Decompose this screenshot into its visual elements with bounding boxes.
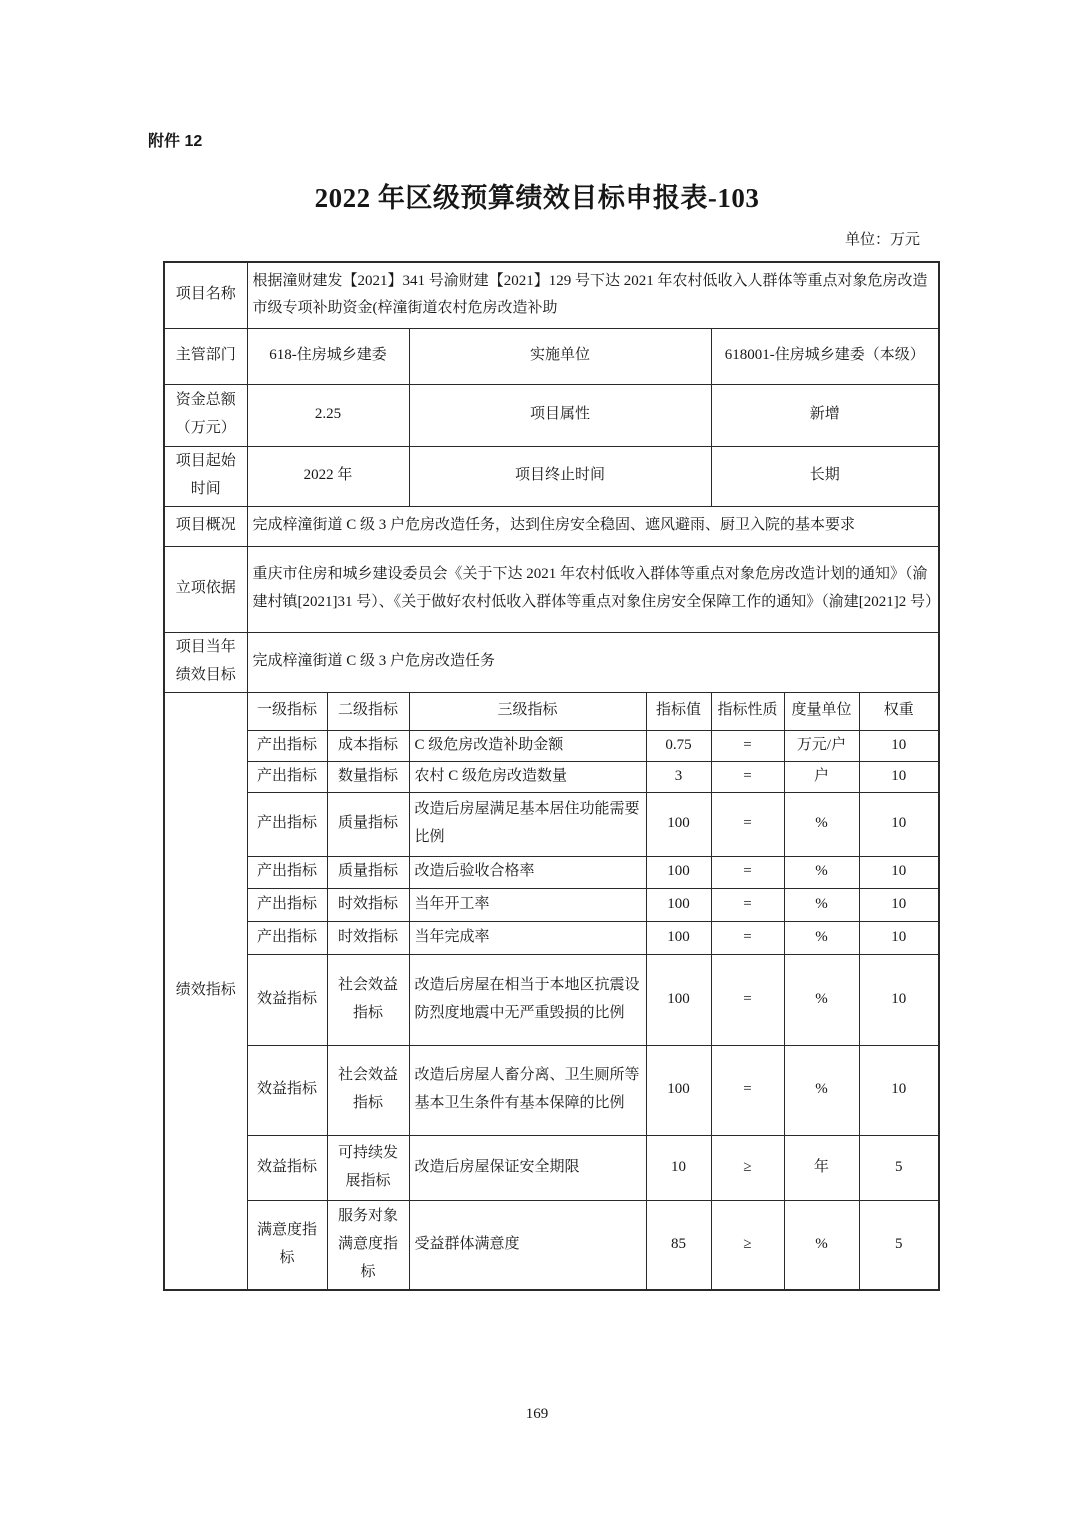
project-attribute-label: 项目属性 bbox=[409, 384, 711, 446]
project-attribute-value: 新增 bbox=[711, 384, 939, 446]
page-number: 169 bbox=[525, 1406, 549, 1422]
indicator-value: 100 bbox=[646, 954, 711, 1045]
indicator-level1: 效益指标 bbox=[247, 954, 327, 1045]
indicator-level2: 时效指标 bbox=[327, 921, 409, 954]
row-time bbox=[164, 446, 939, 506]
department-value: 618-住房城乡建委 bbox=[247, 328, 409, 384]
indicator-unit: % bbox=[784, 1200, 859, 1290]
indicator-weight: 5 bbox=[859, 1200, 939, 1290]
header-weight: 权重 bbox=[859, 692, 939, 730]
indicator-weight: 5 bbox=[859, 1135, 939, 1200]
indicator-level3: 改造后房屋保证安全期限 bbox=[409, 1135, 646, 1200]
header-value: 指标值 bbox=[646, 692, 711, 730]
row-basis bbox=[164, 546, 939, 632]
indicator-weight: 10 bbox=[859, 792, 939, 856]
indicator-weight: 10 bbox=[859, 954, 939, 1045]
indicator-level1: 产出指标 bbox=[247, 761, 327, 792]
indicator-level3: 改造后验收合格率 bbox=[409, 856, 646, 888]
project-name-value: 根据潼财建发【2021】341 号渝财建【2021】129 号下达 2021 年农村低收入人群体等重点对象危房改造市级专项补助资金(梓潼街道农村危房改造补助 bbox=[247, 262, 939, 328]
basis-value: 重庆市住房和城乡建设委员会《关于下达 2021 年农村低收入群体等重点对象危房改造计划的通知》（渝建村镇[2021]31 号）、《关于做好农村低收入群体等重点对象住房安全保障工作的通知》（渝建[2021]2 号） bbox=[247, 546, 939, 632]
indicator-level2: 成本指标 bbox=[327, 730, 409, 761]
indicator-row bbox=[164, 954, 939, 1045]
indicator-level2: 社会效益指标 bbox=[327, 954, 409, 1045]
overview-value: 完成梓潼街道 C 级 3 户危房改造任务，达到住房安全稳固、遮风避雨、厨卫入院的基本要求 bbox=[247, 506, 939, 546]
indicator-level1: 效益指标 bbox=[247, 1135, 327, 1200]
end-time-label: 项目终止时间 bbox=[409, 446, 711, 506]
row-department bbox=[164, 328, 939, 384]
indicator-weight: 10 bbox=[859, 921, 939, 954]
indicator-nature: = bbox=[711, 954, 784, 1045]
end-time-value: 长期 bbox=[711, 446, 939, 506]
attachment-label: 附件 12 bbox=[148, 133, 203, 150]
indicator-level2: 质量指标 bbox=[327, 856, 409, 888]
indicator-value: 100 bbox=[646, 1045, 711, 1135]
indicator-row bbox=[164, 888, 939, 921]
indicator-value: 3 bbox=[646, 761, 711, 792]
indicator-weight: 10 bbox=[859, 888, 939, 921]
page-title: 2022 年区级预算绩效目标申报表-103 bbox=[314, 183, 760, 213]
indicator-row bbox=[164, 792, 939, 856]
total-fund-value: 2.25 bbox=[247, 384, 409, 446]
indicator-unit: 户 bbox=[784, 761, 859, 792]
indicator-nature: ≥ bbox=[711, 1135, 784, 1200]
indicator-level3: 农村 C 级危房改造数量 bbox=[409, 761, 646, 792]
indicator-nature: = bbox=[711, 730, 784, 761]
annual-goal-value: 完成梓潼街道 C 级 3 户危房改造任务 bbox=[247, 632, 939, 692]
indicator-unit: % bbox=[784, 921, 859, 954]
indicator-unit: % bbox=[784, 954, 859, 1045]
indicator-level3: 改造后房屋在相当于本地区抗震设防烈度地震中无严重毁损的比例 bbox=[409, 954, 646, 1045]
indicator-level1: 效益指标 bbox=[247, 1045, 327, 1135]
indicator-weight: 10 bbox=[859, 856, 939, 888]
start-time-value: 2022 年 bbox=[247, 446, 409, 506]
indicator-row bbox=[164, 921, 939, 954]
indicator-nature: = bbox=[711, 1045, 784, 1135]
indicator-level2: 质量指标 bbox=[327, 792, 409, 856]
indicator-unit: % bbox=[784, 856, 859, 888]
indicator-level3: 当年开工率 bbox=[409, 888, 646, 921]
indicator-level3: 受益群体满意度 bbox=[409, 1200, 646, 1290]
department-label: 主管部门 bbox=[164, 328, 247, 384]
indicator-level1: 产出指标 bbox=[247, 856, 327, 888]
indicator-nature: ≥ bbox=[711, 1200, 784, 1290]
indicator-nature: = bbox=[711, 888, 784, 921]
indicator-weight: 10 bbox=[859, 730, 939, 761]
indicator-level3: 当年完成率 bbox=[409, 921, 646, 954]
header-nature: 指标性质 bbox=[711, 692, 784, 730]
indicator-value: 0.75 bbox=[646, 730, 711, 761]
indicator-row bbox=[164, 1135, 939, 1200]
header-level1: 一级指标 bbox=[247, 692, 327, 730]
indicator-value: 85 bbox=[646, 1200, 711, 1290]
indicator-row bbox=[164, 761, 939, 792]
indicators-section-label: 绩效指标 bbox=[164, 692, 247, 1290]
indicator-value: 100 bbox=[646, 856, 711, 888]
indicator-nature: = bbox=[711, 761, 784, 792]
indicator-unit: % bbox=[784, 792, 859, 856]
indicator-row bbox=[164, 1045, 939, 1135]
indicator-nature: = bbox=[711, 792, 784, 856]
indicator-value: 100 bbox=[646, 888, 711, 921]
indicator-level1: 产出指标 bbox=[247, 921, 327, 954]
indicator-unit: % bbox=[784, 888, 859, 921]
unit-note: 单位：万元 bbox=[844, 232, 920, 248]
indicator-level2: 可持续发展指标 bbox=[327, 1135, 409, 1200]
row-overview bbox=[164, 506, 939, 546]
indicator-nature: = bbox=[711, 856, 784, 888]
indicator-weight: 10 bbox=[859, 761, 939, 792]
indicator-unit: 万元/户 bbox=[784, 730, 859, 761]
indicator-unit: 年 bbox=[784, 1135, 859, 1200]
implement-unit-label: 实施单位 bbox=[409, 328, 711, 384]
annual-goal-label: 项目当年绩效目标 bbox=[164, 632, 247, 692]
start-time-label: 项目起始时间 bbox=[164, 446, 247, 506]
indicator-level1: 产出指标 bbox=[247, 792, 327, 856]
indicator-level1: 产出指标 bbox=[247, 888, 327, 921]
indicator-row bbox=[164, 730, 939, 761]
indicator-level2: 社会效益指标 bbox=[327, 1045, 409, 1135]
indicator-header-row bbox=[164, 692, 939, 730]
indicator-level2: 服务对象满意度指标 bbox=[327, 1200, 409, 1290]
indicator-unit: % bbox=[784, 1045, 859, 1135]
indicator-level2: 数量指标 bbox=[327, 761, 409, 792]
header-level3: 三级指标 bbox=[409, 692, 646, 730]
indicator-row bbox=[164, 1200, 939, 1290]
indicator-nature: = bbox=[711, 921, 784, 954]
indicator-weight: 10 bbox=[859, 1045, 939, 1135]
row-total-fund bbox=[164, 384, 939, 446]
project-name-label: 项目名称 bbox=[164, 262, 247, 328]
indicator-level3: 改造后房屋满足基本居住功能需要比例 bbox=[409, 792, 646, 856]
implement-unit-value: 618001-住房城乡建委（本级） bbox=[711, 328, 939, 384]
basis-label: 立项依据 bbox=[164, 546, 247, 632]
indicator-value: 10 bbox=[646, 1135, 711, 1200]
indicator-level3: 改造后房屋人畜分离、卫生厕所等基本卫生条件有基本保障的比例 bbox=[409, 1045, 646, 1135]
row-project-name bbox=[164, 262, 939, 328]
indicator-level3: C 级危房改造补助金额 bbox=[409, 730, 646, 761]
indicator-value: 100 bbox=[646, 921, 711, 954]
header-level2: 二级指标 bbox=[327, 692, 409, 730]
overview-label: 项目概况 bbox=[164, 506, 247, 546]
header-unit: 度量单位 bbox=[784, 692, 859, 730]
budget-performance-table bbox=[163, 261, 940, 1291]
total-fund-label: 资金总额（万元） bbox=[164, 384, 247, 446]
indicator-level1: 满意度指标 bbox=[247, 1200, 327, 1290]
indicator-level1: 产出指标 bbox=[247, 730, 327, 761]
indicator-row bbox=[164, 856, 939, 888]
indicator-value: 100 bbox=[646, 792, 711, 856]
indicator-level2: 时效指标 bbox=[327, 888, 409, 921]
row-annual-goal bbox=[164, 632, 939, 692]
